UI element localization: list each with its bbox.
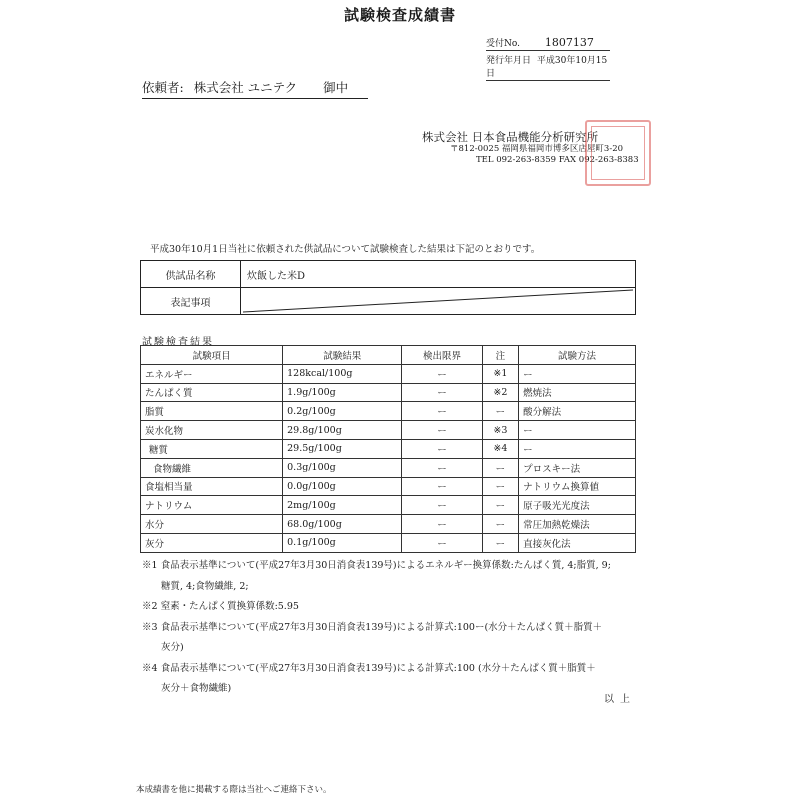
note-line: ※3 食品表示基準について(平成27年3月30日消食表139号)による計算式:100ー(水分＋たんぱく質＋脂質＋	[142, 621, 603, 633]
cell-note: ー	[482, 477, 518, 496]
cell-limit: ー	[402, 439, 482, 458]
cell-method: ー	[519, 364, 636, 383]
header-note: 注	[482, 346, 518, 365]
cell-result: 0.1g/100g	[283, 533, 402, 552]
cell-item: 食塩相当量	[141, 477, 283, 496]
header-method: 試験方法	[519, 346, 636, 365]
cell-note: ※4	[482, 439, 518, 458]
cell-method: 原子吸光光度法	[519, 496, 636, 515]
note-line: 糖質, 4;食物繊維, 2;	[142, 580, 249, 592]
cell-note: ー	[482, 496, 518, 515]
note-line: 灰分＋食物繊維)	[142, 683, 232, 694]
issue-date-value: 平成30年10月15日	[486, 56, 608, 79]
cell-method: ー	[519, 439, 636, 458]
cell-result: 0.0g/100g	[283, 477, 402, 496]
sample-table	[140, 260, 636, 315]
sample-name-value: 炊飯した米D	[241, 261, 636, 288]
cell-item: 水分	[141, 515, 283, 534]
cell-limit: ー	[402, 364, 482, 383]
receipt-value: 1807137	[544, 36, 594, 49]
cell-note: ※2	[482, 383, 518, 402]
footnotes	[142, 556, 611, 700]
cell-limit: ー	[402, 402, 482, 421]
sample-name-label: 供試品名称	[141, 261, 241, 288]
cell-method: ー	[519, 421, 636, 440]
table-row	[141, 515, 636, 534]
cell-note: ー	[482, 533, 518, 552]
receipt-number	[486, 36, 610, 51]
cell-result: 29.5g/100g	[283, 439, 402, 458]
cell-result: 0.3g/100g	[283, 458, 402, 477]
table-row	[141, 439, 636, 458]
sample-notation-value	[241, 288, 636, 315]
strikethrough-diagonal	[241, 288, 635, 314]
cell-method: 直接灰化法	[519, 533, 636, 552]
cell-result: 29.8g/100g	[283, 421, 402, 440]
cell-limit: ー	[402, 383, 482, 402]
cell-method: 常圧加熱乾燥法	[519, 515, 636, 534]
table-row	[141, 458, 636, 477]
cell-note: ー	[482, 515, 518, 534]
note-line: ※2 窒素・たんぱく質換算係数:5.95	[142, 601, 299, 612]
table-row	[141, 402, 636, 421]
cell-note: ※3	[482, 421, 518, 440]
cell-method: 燃焼法	[519, 383, 636, 402]
cell-result: 128kcal/100g	[283, 364, 402, 383]
table-row	[141, 496, 636, 515]
closing-text: 以上	[604, 694, 636, 705]
cell-method: 酸分解法	[519, 402, 636, 421]
client-label: 依頼者:	[142, 80, 184, 95]
cell-item: 糖質	[141, 439, 283, 458]
issue-date	[486, 53, 610, 81]
cell-limit: ー	[402, 458, 482, 477]
cell-limit: ー	[402, 421, 482, 440]
receipt-label: 受付No.	[486, 39, 520, 49]
results-title: 試験検査結果	[142, 337, 214, 348]
results-table	[140, 345, 636, 553]
cell-note: ー	[482, 402, 518, 421]
cell-item: ナトリウム	[141, 496, 283, 515]
sample-notation-label: 表記事項	[141, 288, 241, 315]
results-header-row	[141, 346, 636, 365]
cell-note: ※1	[482, 364, 518, 383]
cell-item: 脂質	[141, 402, 283, 421]
table-row	[141, 477, 636, 496]
cell-limit: ー	[402, 515, 482, 534]
header-item: 試験項目	[141, 346, 283, 365]
cell-method: プロスキー法	[519, 458, 636, 477]
table-row	[141, 364, 636, 383]
intro-text: 平成30年10月1日当社に依頼された供試品について試験検査した結果は下記のとおりです。	[150, 244, 541, 255]
lab-postal: 〒812-0025 福岡県福岡市博多区店屋町3-20	[450, 144, 624, 154]
cell-method: ナトリウム換算値	[519, 477, 636, 496]
cell-result: 0.2g/100g	[283, 402, 402, 421]
client-line	[142, 78, 368, 99]
cell-item: たんぱく質	[141, 383, 283, 402]
cell-limit: ー	[402, 533, 482, 552]
cell-result: 2mg/100g	[283, 496, 402, 515]
cell-limit: ー	[402, 496, 482, 515]
issue-date-label: 発行年月日	[486, 56, 532, 66]
cell-note: ー	[482, 458, 518, 477]
cell-item: 食物繊維	[141, 458, 283, 477]
note-line: ※1 食品表示基準について(平成27年3月30日消食表139号)によるエネルギー換算係数:たんぱく質, 4;脂質, 9;	[142, 560, 611, 571]
sample-notation-row	[141, 288, 636, 315]
client-company: 株式会社 ユニテク	[193, 80, 298, 95]
table-row	[141, 383, 636, 402]
table-row	[141, 421, 636, 440]
cell-item: 炭水化物	[141, 421, 283, 440]
note-line: 灰分)	[142, 642, 184, 653]
lab-name: 株式会社 日本食品機能分析研究所	[422, 130, 599, 144]
lab-contact: TEL 092-263-8359 FAX 092-263-8383	[476, 155, 639, 165]
cell-result: 1.9g/100g	[283, 383, 402, 402]
cell-result: 68.0g/100g	[283, 515, 402, 534]
cell-item: 灰分	[141, 533, 283, 552]
cell-limit: ー	[402, 477, 482, 496]
client-suffix: 御中	[323, 80, 349, 95]
note-line: ※4 食品表示基準について(平成27年3月30日消食表139号)による計算式:100 (水分＋たんぱく質＋脂質＋	[142, 662, 596, 674]
footer-notice: 本成績書を他に掲載する際は当社へご連絡下さい。	[136, 785, 332, 795]
header-result: 試験結果	[283, 346, 402, 365]
company-seal-stamp	[585, 120, 651, 186]
table-row	[141, 533, 636, 552]
header-limit: 検出限界	[402, 346, 482, 365]
document-title: 試験検査成績書	[343, 6, 456, 24]
cell-item: エネルギー	[141, 364, 283, 383]
sample-name-row	[141, 261, 636, 288]
